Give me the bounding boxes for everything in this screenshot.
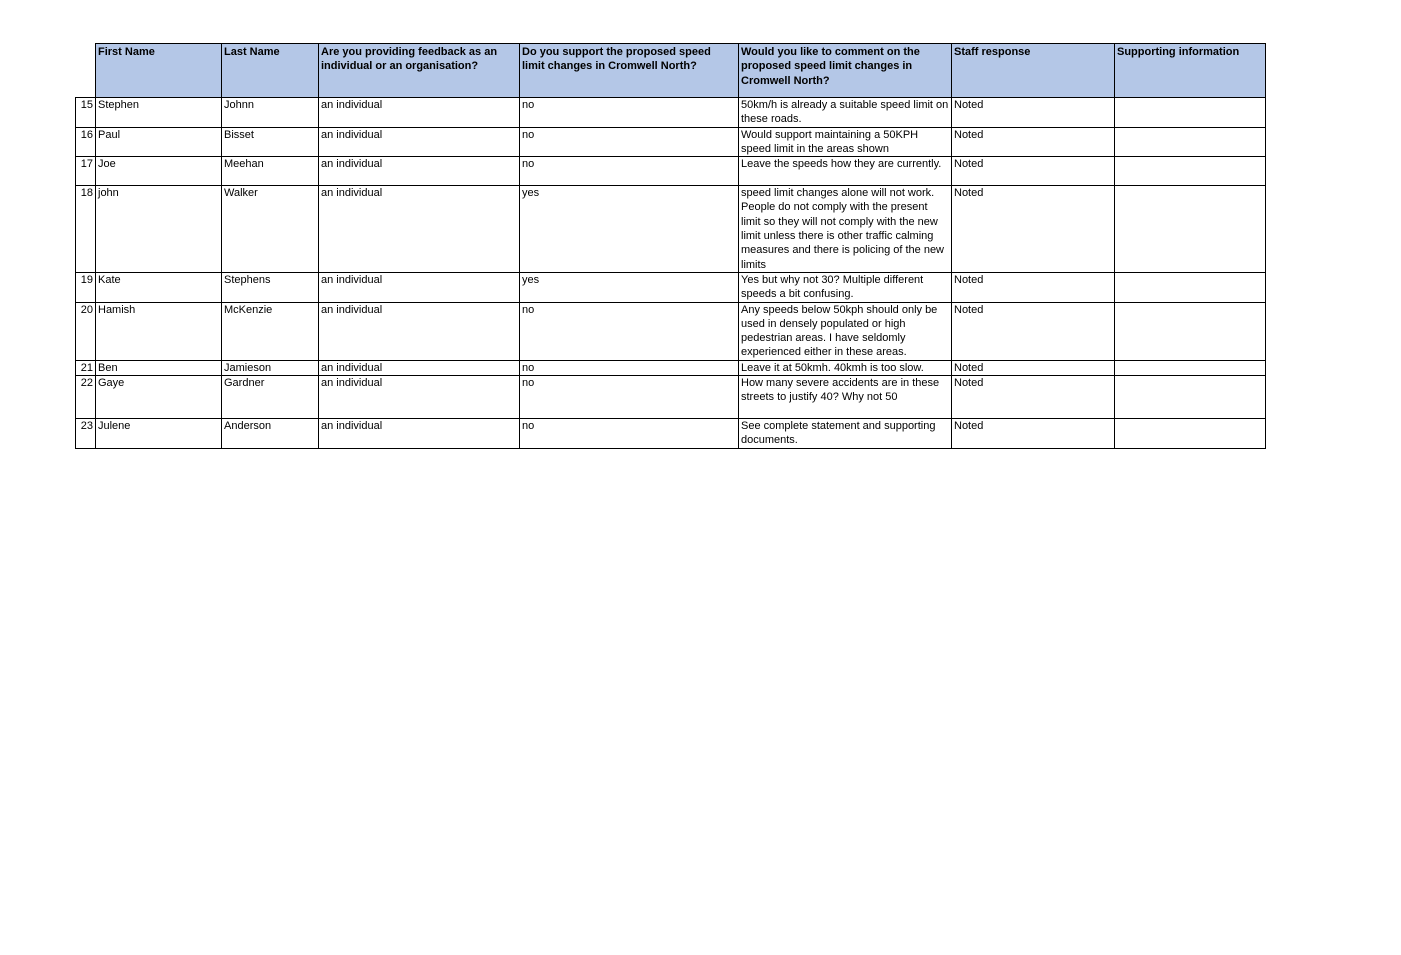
feedback-table <box>75 43 1266 449</box>
staff-response-cell[interactable]: Noted <box>952 272 1115 302</box>
column-header-staff-response[interactable]: Staff response <box>952 44 1115 98</box>
row-number: 17 <box>76 157 96 186</box>
comment-cell[interactable]: speed limit changes alone will not work. People do not comply with the present limit so they will not comply with the new limit unless there is other traffic calming measures and there is policing of the new limits <box>739 186 952 273</box>
row-number: 21 <box>76 360 96 375</box>
supporting-info-cell[interactable] <box>1115 419 1266 449</box>
row-number: 15 <box>76 98 96 128</box>
header-row <box>76 44 1266 98</box>
supporting-info-cell[interactable] <box>1115 360 1266 375</box>
first-name-cell[interactable]: Ben <box>96 360 222 375</box>
table-row <box>76 302 1266 360</box>
feedback-type-cell[interactable]: an individual <box>319 127 520 157</box>
supporting-info-cell[interactable] <box>1115 157 1266 186</box>
support-cell[interactable]: no <box>520 376 739 419</box>
last-name-cell[interactable]: Johnn <box>222 98 319 128</box>
comment-cell[interactable]: Would support maintaining a 50KPH speed limit in the areas shown <box>739 127 952 157</box>
feedback-type-cell[interactable]: an individual <box>319 360 520 375</box>
row-number: 23 <box>76 419 96 449</box>
support-cell[interactable]: yes <box>520 272 739 302</box>
table-row <box>76 419 1266 449</box>
last-name-cell[interactable]: Gardner <box>222 376 319 419</box>
last-name-cell[interactable]: Meehan <box>222 157 319 186</box>
staff-response-cell[interactable]: Noted <box>952 419 1115 449</box>
staff-response-cell[interactable]: Noted <box>952 186 1115 273</box>
feedback-type-cell[interactable]: an individual <box>319 186 520 273</box>
first-name-cell[interactable]: Hamish <box>96 302 222 360</box>
feedback-type-cell[interactable]: an individual <box>319 157 520 186</box>
staff-response-cell[interactable]: Noted <box>952 302 1115 360</box>
column-header-last-name[interactable]: Last Name <box>222 44 319 98</box>
supporting-info-cell[interactable] <box>1115 272 1266 302</box>
supporting-info-cell[interactable] <box>1115 376 1266 419</box>
feedback-type-cell[interactable]: an individual <box>319 419 520 449</box>
first-name-cell[interactable]: Kate <box>96 272 222 302</box>
column-header-first-name[interactable]: First Name <box>96 44 222 98</box>
support-cell[interactable]: yes <box>520 186 739 273</box>
staff-response-cell[interactable]: Noted <box>952 157 1115 186</box>
last-name-cell[interactable]: Bisset <box>222 127 319 157</box>
comment-cell[interactable]: Leave the speeds how they are currently. <box>739 157 952 186</box>
first-name-cell[interactable]: Gaye <box>96 376 222 419</box>
comment-cell[interactable]: Any speeds below 50kph should only be used in densely populated or high pedestrian areas. I have seldomly experienced either in these areas. <box>739 302 952 360</box>
table-row <box>76 127 1266 157</box>
support-cell[interactable]: no <box>520 302 739 360</box>
row-number: 18 <box>76 186 96 273</box>
staff-response-cell[interactable]: Noted <box>952 127 1115 157</box>
last-name-cell[interactable]: Anderson <box>222 419 319 449</box>
comment-cell[interactable]: See complete statement and supporting documents. <box>739 419 952 449</box>
row-number-header <box>76 44 96 98</box>
first-name-cell[interactable]: Julene <box>96 419 222 449</box>
feedback-type-cell[interactable]: an individual <box>319 98 520 128</box>
last-name-cell[interactable]: Stephens <box>222 272 319 302</box>
comment-cell[interactable]: Yes but why not 30? Multiple different speeds a bit confusing. <box>739 272 952 302</box>
column-header-supporting-info[interactable]: Supporting information <box>1115 44 1266 98</box>
staff-response-cell[interactable]: Noted <box>952 98 1115 128</box>
comment-cell[interactable]: 50km/h is already a suitable speed limit on these roads. <box>739 98 952 128</box>
comment-cell[interactable]: Leave it at 50kmh. 40kmh is too slow. <box>739 360 952 375</box>
supporting-info-cell[interactable] <box>1115 186 1266 273</box>
feedback-type-cell[interactable]: an individual <box>319 302 520 360</box>
support-cell[interactable]: no <box>520 419 739 449</box>
first-name-cell[interactable]: Stephen <box>96 98 222 128</box>
table-row <box>76 272 1266 302</box>
comment-cell[interactable]: How many severe accidents are in these streets to justify 40? Why not 50 <box>739 376 952 419</box>
table-row <box>76 157 1266 186</box>
support-cell[interactable]: no <box>520 360 739 375</box>
column-header-support[interactable]: Do you support the proposed speed limit changes in Cromwell North? <box>520 44 739 98</box>
column-header-comment[interactable]: Would you like to comment on the proposed speed limit changes in Cromwell North? <box>739 44 952 98</box>
table-row <box>76 360 1266 375</box>
first-name-cell[interactable]: john <box>96 186 222 273</box>
first-name-cell[interactable]: Paul <box>96 127 222 157</box>
last-name-cell[interactable]: McKenzie <box>222 302 319 360</box>
supporting-info-cell[interactable] <box>1115 302 1266 360</box>
table-row <box>76 186 1266 273</box>
supporting-info-cell[interactable] <box>1115 127 1266 157</box>
support-cell[interactable]: no <box>520 127 739 157</box>
row-number: 22 <box>76 376 96 419</box>
supporting-info-cell[interactable] <box>1115 98 1266 128</box>
staff-response-cell[interactable]: Noted <box>952 376 1115 419</box>
row-number: 16 <box>76 127 96 157</box>
support-cell[interactable]: no <box>520 98 739 128</box>
first-name-cell[interactable]: Joe <box>96 157 222 186</box>
row-number: 19 <box>76 272 96 302</box>
feedback-type-cell[interactable]: an individual <box>319 272 520 302</box>
column-header-feedback-type[interactable]: Are you providing feedback as an individual or an organisation? <box>319 44 520 98</box>
last-name-cell[interactable]: Jamieson <box>222 360 319 375</box>
feedback-type-cell[interactable]: an individual <box>319 376 520 419</box>
table-row <box>76 376 1266 419</box>
last-name-cell[interactable]: Walker <box>222 186 319 273</box>
support-cell[interactable]: no <box>520 157 739 186</box>
staff-response-cell[interactable]: Noted <box>952 360 1115 375</box>
table-row <box>76 98 1266 128</box>
row-number: 20 <box>76 302 96 360</box>
